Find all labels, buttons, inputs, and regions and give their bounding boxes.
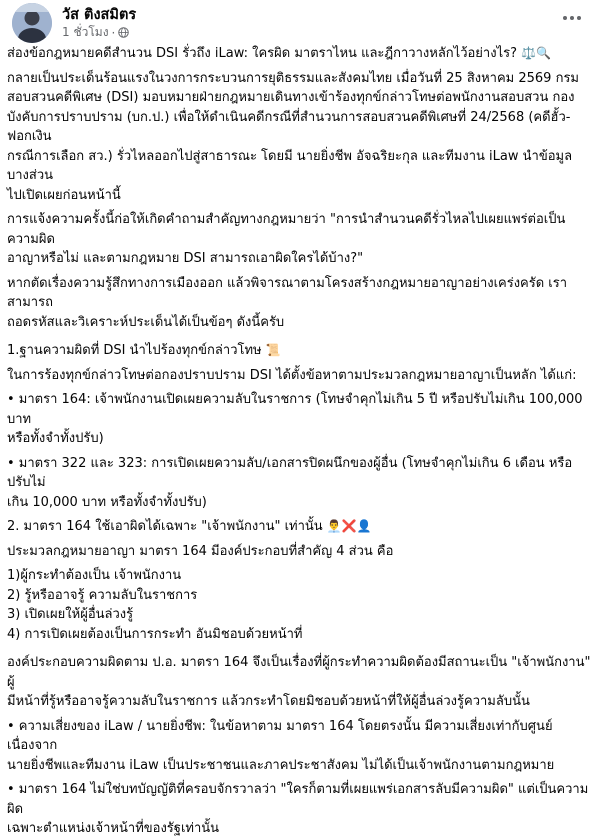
list-item: 4) การเปิดเผยต้องเป็นการกระทำ อันมิชอบด้วยหน้าที่ [7, 626, 303, 642]
cross-mark-emoji: ❌ [341, 519, 357, 533]
paragraph-elements-intro: ประมวลกฎหมายอาญา มาตรา 164 มีองค์ประกอบที่สำคัญ 4 ส่วน คือ [7, 543, 394, 559]
paragraph-elements-summary [7, 653, 591, 712]
bullet-line: เฉพาะตำแหน่งเจ้าหน้าที่ของรัฐเท่านั้น [7, 821, 220, 836]
paragraph-line: กรณีการเลือก สว.) รั่วไหลออกไปสู่สาธารณะ โดยมี นายยิ่งชีพ อัจฉริยะกุล และทีมงาน iLaw นำข้อมูลบางส่วน [7, 148, 573, 183]
paragraph-line: การแจ้งความครั้งนี้ก่อให้เกิดคำถามสำคัญทางกฎหมายว่า "การนำสำนวนคดีรั่วไหลไปเผยแพร่ต่อเป็นความผิด [7, 212, 566, 247]
bullet-line: • มาตรา 164: เจ้าพนักงานเปิดเผยความลับในราชการ (โทษจำคุกไม่เกิน 5 ปี หรือปรับไม่เกิน 100,000 บาท [7, 392, 583, 427]
bullet-line: • มาตรา 164 ไม่ใช่บทบัญญัติที่ครอบจักรวาลว่า "ใครก็ตามที่เผยแพร่เอกสารลับมีความผิด" แต่เป็นความผิด [7, 782, 589, 817]
bullet-line: หรือทั้งจำทั้งปรับ) [7, 431, 104, 446]
official-emoji: 👨‍💼 [326, 519, 342, 533]
more-options-icon[interactable] [558, 8, 586, 28]
paragraph-line: มีหน้าที่รู้หรืออาจรู้ความลับในราชการ แล้วกระทำโดยมิชอบด้วยหน้าที่ให้ผู้อื่นล่วงรู้ความลับนั้น [7, 694, 530, 709]
bullet-line: • ความเสี่ยงของ iLaw / นายยิ่งชีพ: ในข้อหาตาม มาตรา 164 โดยตรงนั้น มีความเสี่ยงเท่ากับศูนย์ เนื่องจาก [7, 718, 553, 753]
person-emoji: 👤 [356, 519, 372, 533]
list-item: 1)ผู้กระทำต้องเป็น เจ้าพนักงาน [7, 568, 182, 583]
bullet-line: นายยิ่งชีพและทีมงาน iLaw เป็นประชาชนและภาคประชาสังคม ไม่ได้เป็นเจ้าพนักงานตามกฎหมาย [7, 757, 555, 773]
paragraph-line: ถอดรหัสและวิเคราะห์ประเด็นได้เป็นข้อๆ ดังนี้ครับ [7, 314, 285, 330]
post-body [7, 44, 591, 839]
paragraph-question [7, 210, 591, 269]
post-header [0, 0, 600, 42]
section-heading-text: 1.ฐานความผิดที่ DSI นำไปร้องทุกข์กล่าวโทษ [7, 343, 262, 358]
bullet-section-164 [7, 390, 591, 449]
section-heading-2 [7, 517, 591, 537]
post-meta [62, 23, 129, 42]
paragraph-line: องค์ประกอบความผิดตาม ป.อ. มาตรา 164 จึงเป็นเรื่องที่ผู้กระทำความผิดต้องมีสถานะเป็น "เจ้าพนักงาน" ผู้ [7, 655, 591, 690]
paragraph-line: หากตัดเรื่องความรู้สึกทางการเมืองออก แล้วพิจารณาตามโครงสร้างกฎหมายอาญาอย่างเคร่งครัด เราสามารถ [7, 275, 568, 310]
paragraph-line: ไปเปิดเผยก่อนหน้านี้ [7, 187, 121, 203]
section-heading-text: 2. มาตรา 164 ใช้เอาผิดได้เฉพาะ "เจ้าพนักงาน" เท่านั้น [7, 519, 323, 534]
paragraph-charges: ในการร้องทุกข์กล่าวโทษต่อกองปราบปราม DSI ได้ตั้งข้อหาตามประมวลกฎหมายอาญาเป็นหลัก ได้แก่: [7, 367, 577, 383]
globe-icon [118, 27, 129, 38]
scales-magnifier-emoji: ⚖️🔍 [521, 46, 552, 60]
bullet-ilaw-risk [7, 717, 591, 776]
scroll-emoji: 📜 [265, 343, 281, 357]
post-time[interactable]: 1 ชั่วโมง [62, 25, 109, 39]
paragraph-analysis-intro [7, 274, 591, 333]
list-item: 2) รู้หรืออาจรู้ ความลับในราชการ [7, 587, 198, 603]
paragraph-line: สอบสวนคดีพิเศษ (DSI) มอบหมายฝ่ายกฎหมายเดินทางเข้าร้องทุกข์กล่าวโทษต่อพนักงานสอบสวน กอง [7, 90, 575, 105]
bullet-line: เกิน 10,000 บาท หรือทั้งจำทั้งปรับ) [7, 494, 207, 510]
bullet-line: • มาตรา 322 และ 323: การเปิดเผยความลับ/เอกสารปิดผนึกของผู้อื่น (โทษจำคุกไม่เกิน 6 เดือน หรือปรับไม่ [7, 455, 573, 490]
bullet-scope-164 [7, 780, 591, 839]
author-name[interactable]: วัส ติงสมิตร [62, 7, 137, 23]
elements-list [7, 566, 591, 644]
avatar[interactable] [12, 3, 52, 43]
meta-separator: · [111, 25, 116, 40]
paragraph-line: อาญาหรือไม่ และตามกฎหมาย DSI สามารถเอาผิดใครได้บ้าง?" [7, 251, 364, 266]
bullet-section-322-323 [7, 454, 591, 513]
paragraph-line: กลายเป็นประเด็นร้อนแรงในวงการกระบวนการยุติธรรมและสังคมไทย เมื่อวันที่ 25 สิงหาคม 2569 กรม [7, 70, 580, 86]
post-title-text: ส่องข้อกฎหมายคดีสำนวน DSI รั่วถึง iLaw: ใครผิด มาตราไหน และฎีกาวางหลักไว้อย่างไร? [7, 46, 517, 61]
section-heading-1 [7, 341, 591, 361]
paragraph-intro [7, 69, 591, 206]
list-item: 3) เปิดเผยให้ผู้อื่นล่วงรู้ [7, 607, 134, 622]
post-title [7, 44, 591, 64]
paragraph-line: บังคับการปราบปราม (บก.ป.) เพื่อให้ดำเนินคดีกรณีที่สำนวนการสอบสวนคดีพิเศษที่ 24/2568 (คดีฮั้ว-ฟอกเงิน [7, 109, 571, 144]
